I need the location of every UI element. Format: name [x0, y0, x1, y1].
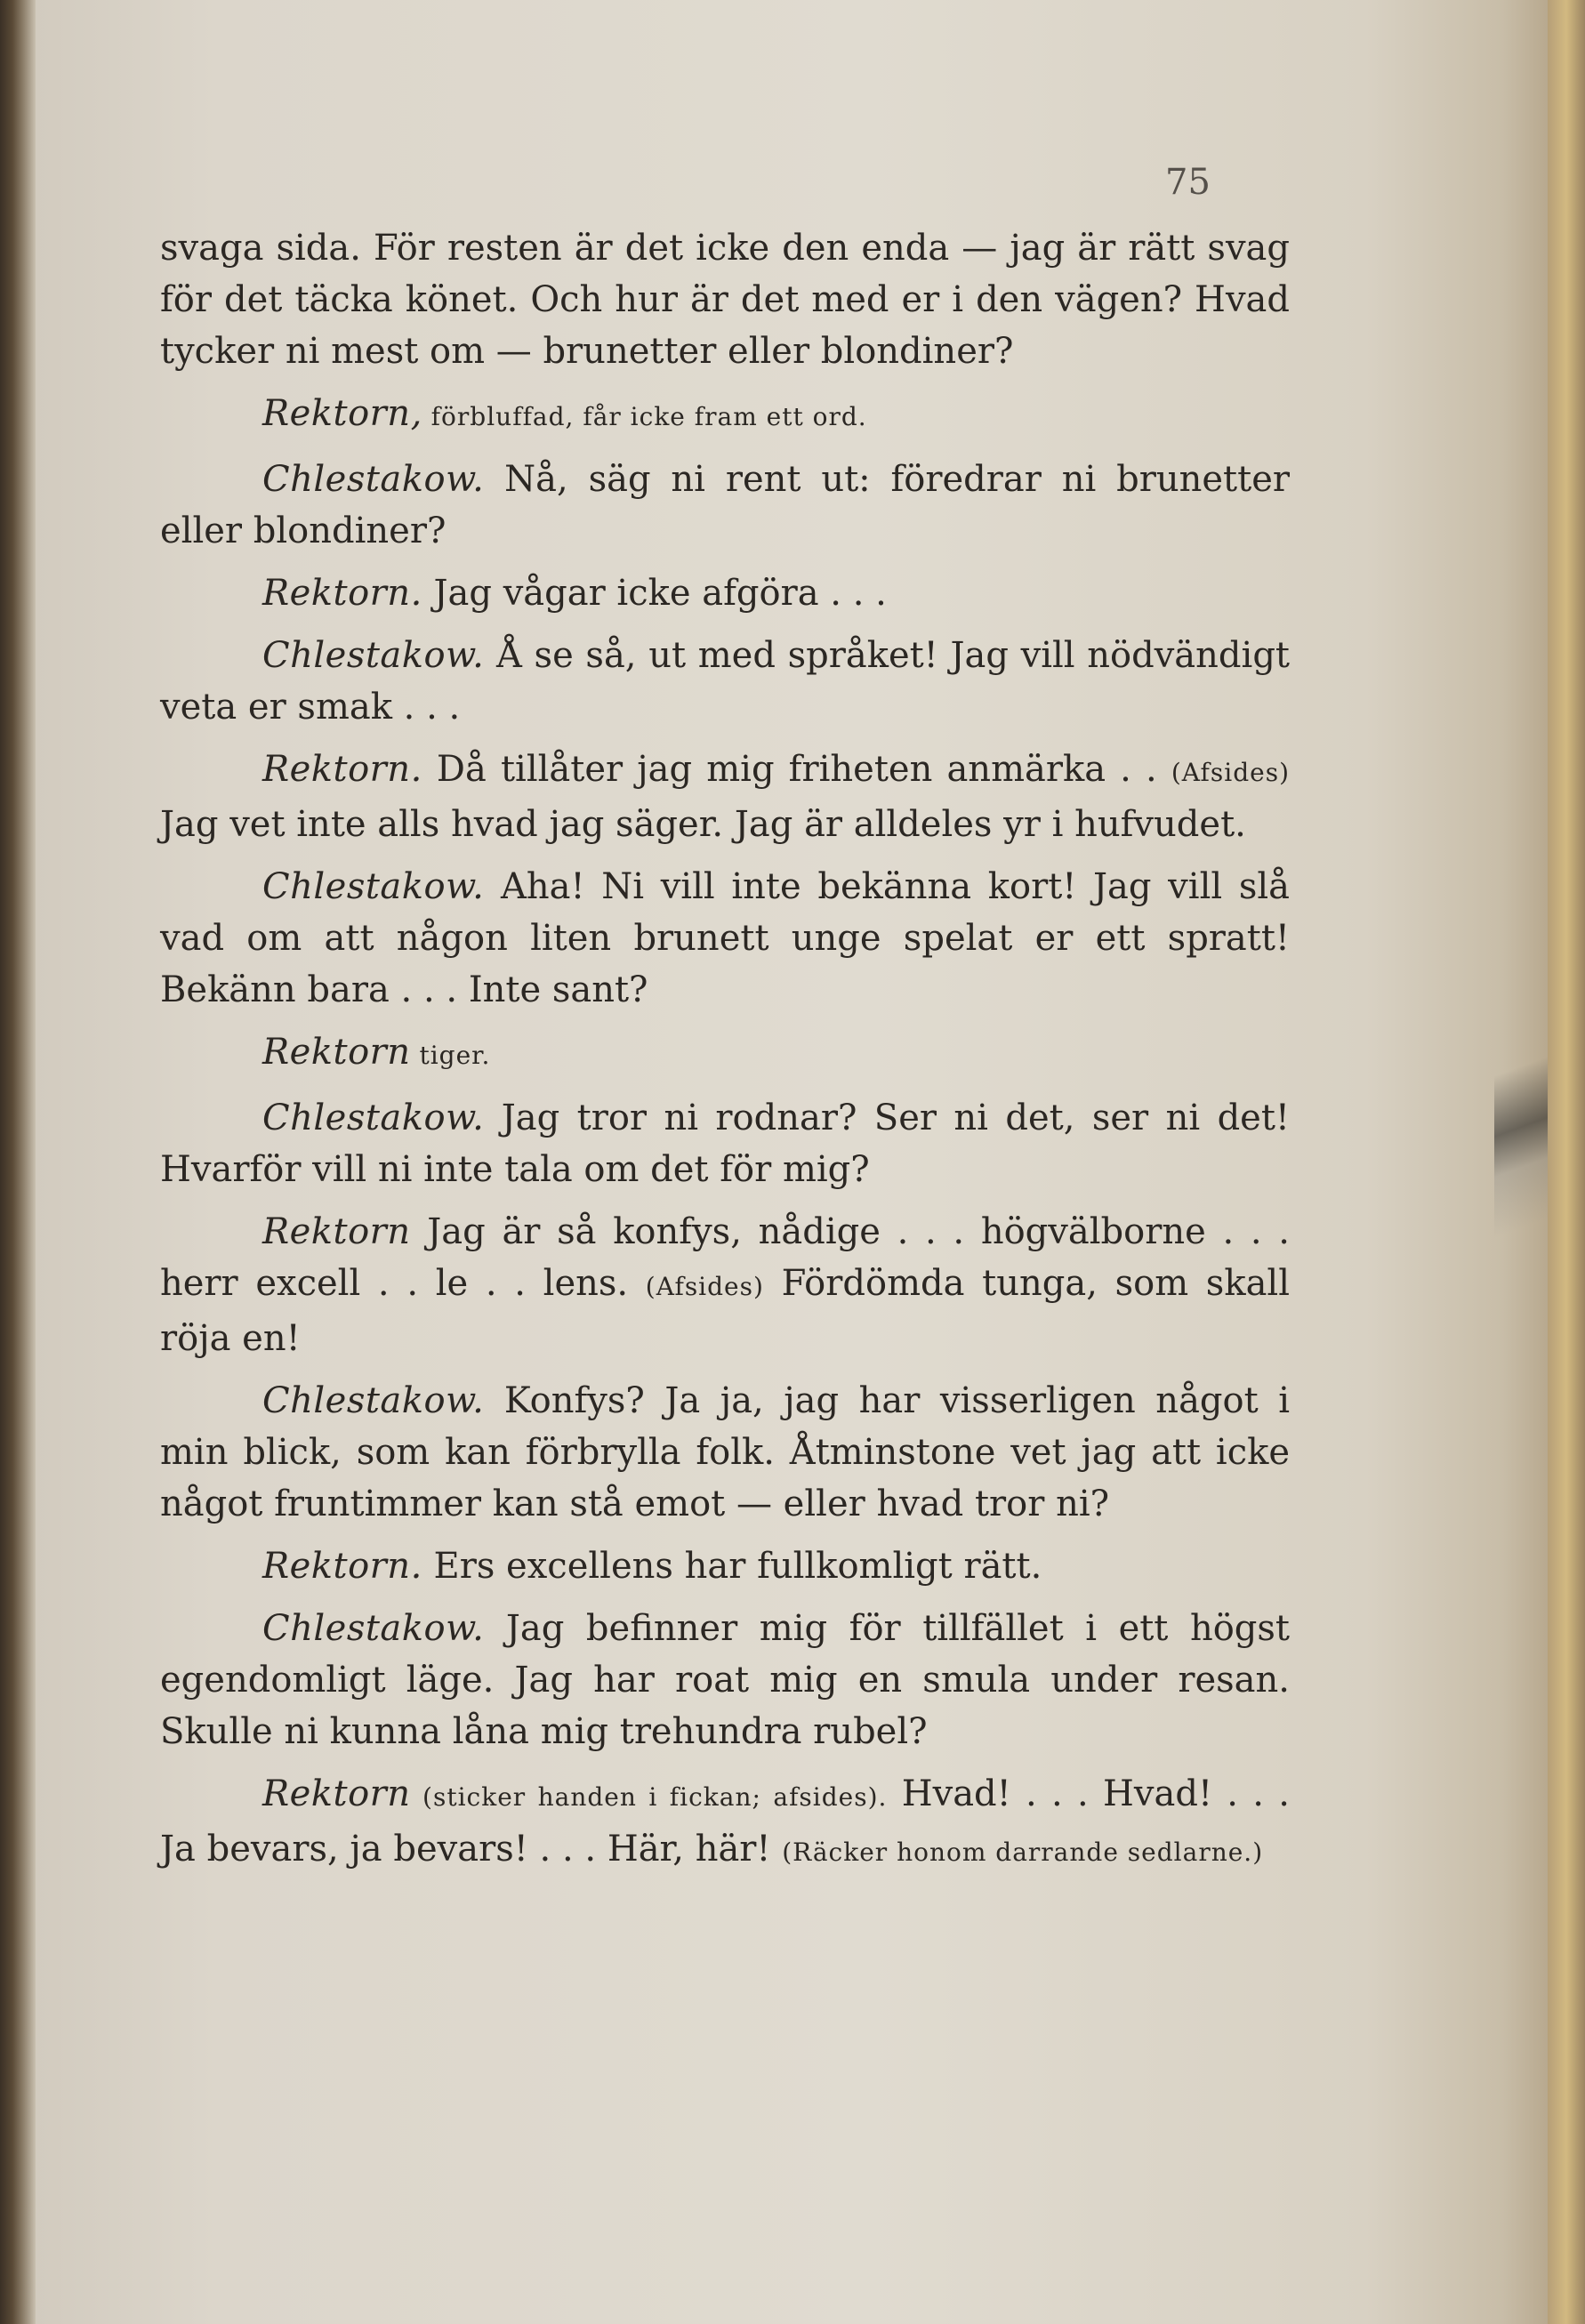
paragraph [160, 454, 1290, 557]
dialogue-text: Jag befinner mig för tillfället i ett högst egendomligt läge. Jag har roat mig en smula under resan. Skulle ni kunna låna mig trehundra rubel? [160, 1608, 1290, 1752]
paragraph [160, 630, 1290, 733]
paragraph [160, 567, 1290, 619]
dialogue-text: Konfys? Ja ja, jag har visserligen något i min blick, som kan förbrylla folk. Åtminstone vet jag att icke något fruntimmer kan stå emot — eller hvad tror ni? [160, 1380, 1290, 1524]
dialogue-text: Fördömda tunga, som skall röja en! [160, 1263, 1290, 1359]
paragraph [160, 1092, 1290, 1195]
dialogue-text: Ers excellens har fullkomligt rätt. [422, 1546, 1042, 1587]
page-number: 75 [1165, 162, 1211, 203]
stage-direction: tiger. [410, 1041, 491, 1070]
speaker-name: Rektorn. [262, 573, 422, 614]
speaker-name: Rektorn [262, 1773, 411, 1814]
dialogue-text: Då tillåter jag mig friheten anmärka . . [422, 749, 1171, 790]
stage-direction: förbluffad, får icke fram ett ord. [422, 402, 867, 431]
dialogue-text: Hvad! . . . Hvad! . . . Ja bevars, ja bevars! . . . Här, här! [160, 1773, 1290, 1870]
stage-direction: (Afsides) [645, 1272, 764, 1301]
page-text [160, 222, 1290, 1889]
stage-direction: (Räcker honom darrande sedlarne.) [782, 1837, 1264, 1867]
dialogue-text: svaga sida. För resten är det icke den enda — jag är rätt svag för det täcka könet. Och hur är det med er i den vägen? Hvad tycker ni mest om — brunetter eller blondiner? [160, 228, 1290, 372]
speaker-name: Chlestakow. [262, 1098, 485, 1138]
paragraph [160, 1540, 1290, 1592]
book-page [36, 0, 1548, 2324]
paragraph [160, 222, 1290, 377]
dialogue-text: Jag tror ni rodnar? Ser ni det, ser ni det! Hvarför vill ni inte tala om det för mig? [160, 1098, 1290, 1190]
stage-direction: (sticker handen i fickan; afsides). [410, 1782, 888, 1812]
dialogue-text: Å se så, ut med språket! Jag vill nödvändigt veta er smak . . . [160, 635, 1290, 728]
paragraph [160, 388, 1290, 443]
book-edge [1548, 0, 1585, 2324]
paragraph [160, 1768, 1290, 1878]
paragraph [160, 861, 1290, 1016]
paragraph [160, 744, 1290, 850]
speaker-name: Chlestakow. [262, 459, 485, 500]
speaker-name: Rektorn [262, 1032, 411, 1073]
dialogue-text: Jag är så konfys, nådige . . . högvälborne . . . herr excell . . le . . lens. [160, 1211, 1290, 1304]
speaker-name: Chlestakow. [262, 866, 485, 907]
stage-direction: (Afsides) [1171, 758, 1290, 787]
speaker-name: Chlestakow. [262, 1608, 485, 1649]
speaker-name: Rektorn. [262, 749, 422, 790]
dialogue-text: Jag vet inte alls hvad jag säger. Jag är alldeles yr i hufvudet. [160, 804, 1246, 845]
dialogue-text: Jag vågar icke afgöra . . . [422, 573, 887, 614]
speaker-name: Chlestakow. [262, 635, 485, 676]
paragraph [160, 1603, 1290, 1757]
speaker-name: Rektorn [262, 1211, 411, 1252]
paragraph [160, 1375, 1290, 1530]
speaker-name: Rektorn, [262, 393, 422, 434]
paragraph [160, 1206, 1290, 1364]
speaker-name: Rektorn. [262, 1546, 422, 1587]
dialogue-text: Aha! Ni vill inte bekänna kort! Jag vill slå vad om att någon liten brunett unge spelat er ett spratt! Bekänn bara . . . Inte sant? [160, 866, 1290, 1010]
dialogue-text: Nå, säg ni rent ut: föredrar ni brunetter eller blondiner? [160, 459, 1290, 551]
paragraph [160, 1026, 1290, 1082]
speaker-name: Chlestakow. [262, 1380, 485, 1421]
